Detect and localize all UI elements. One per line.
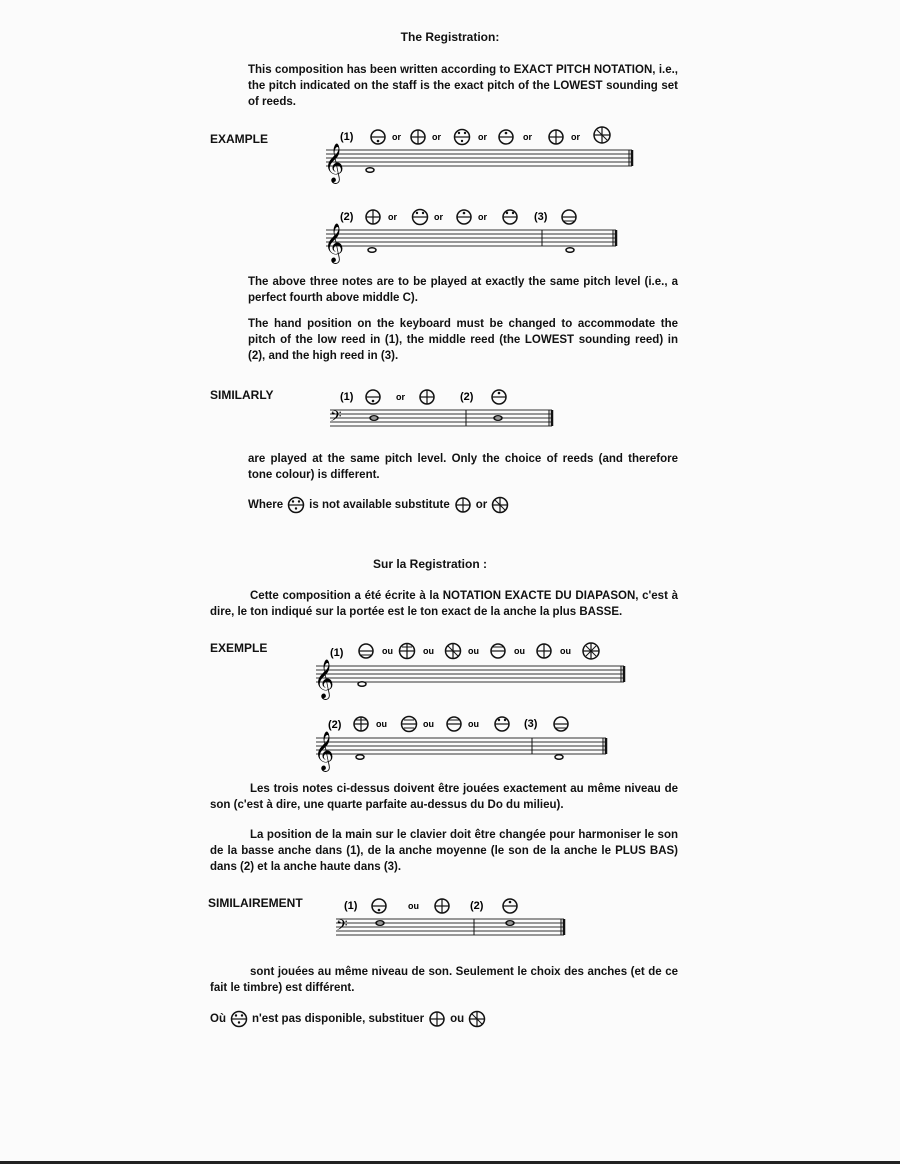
whole-note-icon <box>555 755 563 760</box>
french-para-hand: La position de la main sur le clavier doit être changée pour harmoniser le son de la basse anche dans (1), de la anche moyenne (le son de la anche le PLUS BAS) dans (2) et la anche haute dans (3). <box>210 829 678 873</box>
staff-label: or <box>396 392 405 402</box>
staff-label: (2) <box>460 391 474 403</box>
reed-symbol-icon <box>420 390 434 404</box>
staff-label: (1) <box>340 391 354 403</box>
reed-symbol-icon <box>537 644 551 658</box>
staff-label: (2) <box>328 719 342 731</box>
reed-symbol-icon <box>402 717 417 732</box>
reed-symbol-icon <box>549 130 563 144</box>
reed-symbol-icon <box>503 899 517 913</box>
whole-note-icon <box>356 755 364 760</box>
staff-label: ou <box>514 646 525 656</box>
where-text: ou <box>450 1013 465 1025</box>
reed-symbol-icon <box>454 496 472 514</box>
reed-symbol-icon <box>366 390 380 404</box>
french-example-staff-1 <box>310 638 630 704</box>
french-para-same-pitch: Les trois notes ci-dessus doivent être jouées exactement au même niveau de son (c'est à dire, une quarte parfaite au-dessus du Do du milieu). <box>210 783 678 811</box>
french-title: Sur la Registration : <box>372 557 488 571</box>
whole-note-icon <box>566 248 574 253</box>
reed-symbol-icon <box>503 210 517 224</box>
reed-symbol-icon <box>446 644 461 659</box>
reed-symbol-icon <box>413 210 428 225</box>
reed-symbol-icon <box>354 717 368 731</box>
staff-label: or <box>478 132 487 142</box>
staff-label: ou <box>376 719 387 729</box>
staff-label: ou <box>423 719 434 729</box>
french-example-staff-2 <box>310 712 610 778</box>
reed-symbol-icon <box>468 1010 486 1028</box>
french-similarly-label: SIMILAIREMENT <box>208 896 303 910</box>
staff-lines <box>336 919 564 935</box>
treble-clef-icon: 𝄞 <box>314 732 335 770</box>
reed-symbol-icon <box>554 717 568 731</box>
whole-note-icon <box>368 248 376 253</box>
reed-symbol-icon <box>455 130 470 145</box>
staff-label: (2) <box>470 900 484 912</box>
staff-label: (1) <box>344 900 358 912</box>
staff-label: or <box>478 212 487 222</box>
whole-note-icon <box>358 682 366 687</box>
french-similarly-staff <box>332 893 568 947</box>
where-text: is not available substitute <box>309 499 450 511</box>
bass-clef-icon: 𝄢 <box>336 917 348 937</box>
staff-label: ou <box>560 646 571 656</box>
reed-symbol-icon <box>411 130 425 144</box>
reed-symbol-icon <box>435 899 449 913</box>
english-example-staff-1 <box>320 122 640 188</box>
reed-symbol-icon <box>230 1010 248 1028</box>
reed-symbol-icon <box>499 130 513 144</box>
reed-symbol-icon <box>495 717 509 731</box>
english-intro: This composition has been written according to EXACT PITCH NOTATION, i.e., the pitch indicated on the staff is the exact pitch of the LOWEST sounding set of reeds. <box>248 64 678 108</box>
staff-label: ou <box>468 646 479 656</box>
english-para-hand: The hand position on the keyboard must be changed to accommodate the pitch of the low reed in (1), the middle reed (the LOWEST sounding reed) in (2), and the high reed in (3). <box>248 318 678 362</box>
english-para-played: are played at the same pitch level. Only the choice of reeds (and therefore tone colour) is different. <box>248 453 678 481</box>
reed-symbol-icon <box>447 717 461 731</box>
reed-symbol-icon <box>491 496 509 514</box>
staff-label: or <box>392 132 401 142</box>
reed-symbol-icon <box>562 210 576 224</box>
bass-clef-icon: 𝄢 <box>330 408 342 428</box>
staff-lines <box>326 150 632 166</box>
english-similarly-staff <box>326 384 556 438</box>
where-text: Où <box>210 1013 226 1025</box>
staff-label: ou <box>382 646 393 656</box>
english-example-staff-2 <box>320 202 620 268</box>
reed-symbol-icon <box>492 390 506 404</box>
staff-label: (3) <box>534 211 548 223</box>
english-example-label: EXAMPLE <box>210 132 269 146</box>
staff-label: or <box>388 212 397 222</box>
reed-symbol-icon <box>371 130 385 144</box>
where-text: n'est pas disponible, substituer <box>251 1013 425 1025</box>
reed-symbol-icon <box>366 210 380 224</box>
staff-label: (1) <box>330 647 344 659</box>
staff-lines <box>326 230 616 246</box>
staff-label: ou <box>408 901 419 911</box>
reed-symbol-icon <box>400 644 415 659</box>
treble-clef-icon: 𝄞 <box>314 660 335 698</box>
staff-label: or <box>571 132 580 142</box>
staff-label: (1) <box>340 131 354 143</box>
reed-symbol-icon <box>594 127 610 143</box>
staff-lines <box>316 666 624 682</box>
reed-symbol-icon <box>491 644 505 658</box>
staff-label: or <box>523 132 532 142</box>
reed-symbol-icon <box>428 1010 446 1028</box>
staff-label: or <box>432 132 441 142</box>
staff-label: (2) <box>340 211 354 223</box>
staff-label: or <box>434 212 443 222</box>
reed-symbol-icon <box>583 643 599 659</box>
whole-note-icon <box>366 168 374 173</box>
staff-lines <box>330 410 552 426</box>
french-intro: Cette composition a été écrite à la NOTATION EXACTE DU DIAPASON, c'est à dire, le ton indiqué sur la portée est le ton exact de la anche la plus BASSE. <box>210 590 678 618</box>
where-text: or <box>475 499 488 511</box>
staff-label: (3) <box>524 718 538 730</box>
english-similarly-label: SIMILARLY <box>210 388 274 402</box>
english-where-line <box>248 496 509 514</box>
staff-label: ou <box>468 719 479 729</box>
treble-clef-icon: 𝄞 <box>324 224 345 262</box>
treble-clef-icon: 𝄞 <box>324 144 345 182</box>
french-para-played: sont jouées au même niveau de son. Seulement le choix des anches (et de ce fait le timbre) est différent. <box>210 966 678 994</box>
english-para-same-pitch: The above three notes are to be played at exactly the same pitch level (i.e., a perfect fourth above middle C). <box>248 276 678 304</box>
english-title: The Registration: <box>400 30 500 44</box>
reed-symbol-icon <box>457 210 471 224</box>
french-where-line <box>210 1010 486 1028</box>
reed-symbol-icon <box>372 899 386 913</box>
staff-label: ou <box>423 646 434 656</box>
staff-lines <box>316 738 606 754</box>
reed-symbol-icon <box>287 496 305 514</box>
french-example-label: EXEMPLE <box>210 641 268 655</box>
where-text: Where <box>248 499 284 511</box>
reed-symbol-icon <box>359 644 373 658</box>
